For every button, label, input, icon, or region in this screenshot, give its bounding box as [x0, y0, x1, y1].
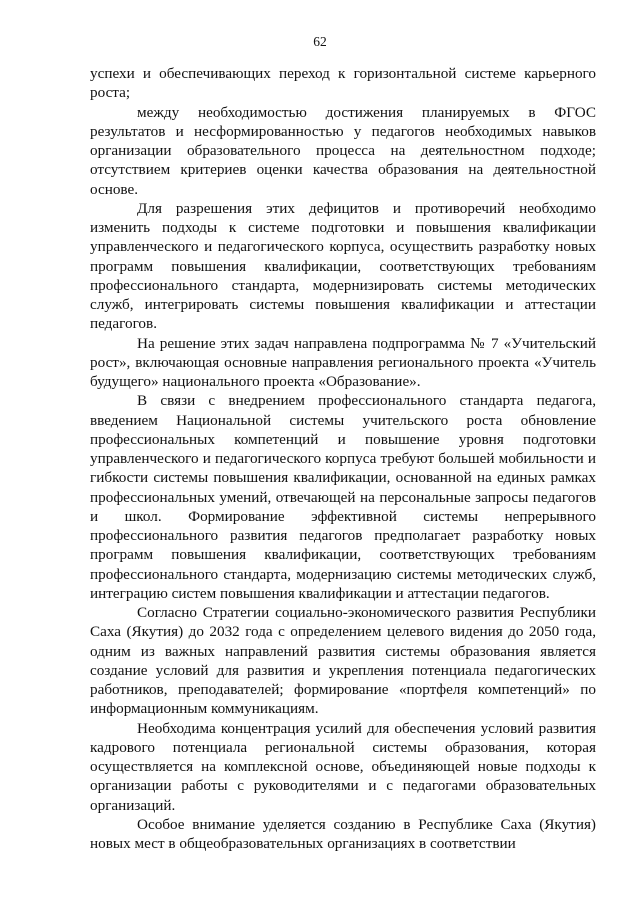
paragraph-development-strategy: Согласно Стратегии социально-экономического развития Республики Саха (Якутия) до 2032 года с определением целевого видения до 2050 года, одним из важных направлений развития системы образования является создание условий для развития и укрепления потенциала педагогических работников, преподавателей; формирование «портфеля компетенций» по информационным коммуникациям.	[90, 604, 596, 718]
paragraph-resolution-approach: Для разрешения этих дефицитов и противоречий необходимо изменить подходы к системе подготовки и повышения квалификации управленческого и педагогического корпуса, осуществить разработку новых программ повышения квалификации, соответствующих требованиям профессионального стандарта, модернизировать системы методических служб, интегрировать системы повышения квалификации и аттестации педагогов.	[90, 199, 596, 333]
page-number: 62	[313, 34, 327, 49]
paragraph-continuation: успехи и обеспечивающих переход к горизонтальной системе карьерного роста;	[90, 65, 596, 102]
paragraph-staff-potential: Необходима концентрация усилий для обеспечения условий развития кадрового потенциала региональной системы образования, которая осуществляется на комплексной основе, объединяющей новые подходы к организации работы с руководителями и с педагогами образовательных организаций.	[90, 719, 596, 814]
page-body	[90, 64, 596, 853]
paragraph-new-school-places: Особое внимание уделяется созданию в Республике Саха (Якутия) новых мест в общеобразовательных организациях в соответствии	[90, 815, 596, 852]
paragraph-professional-standard: В связи с внедрением профессионального стандарта педагога, введением Национальной системы учительского роста обновление профессиональных компетенций и повышение уровня подготовки управленческого и педагогического корпуса требуют большей мобильности и гибкости системы повышения квалификации, основанной на единых рамках профессиональных умений, отвечающей на персональные запросы педагогов и школ. Формирование эффективной системы непрерывного профессионального развития педагогов предполагает разработку новых программ повышения квалификации, соответствующих требованиям профессионального стандарта, модернизацию системы методических служб, интеграцию систем повышения квалификации и аттестации педагогов.	[90, 392, 596, 602]
paragraph-subprogram-7: На решение этих задач направлена подпрограмма № 7 «Учительский рост», включающая основные направления регионального проекта «Учитель будущего» национального проекта «Образование».	[90, 334, 596, 390]
paragraph-fgos-contradiction: между необходимостью достижения планируемых в ФГОС результатов и несформированностью у педагогов необходимых навыков организации образовательного процесса на деятельностном подходе; отсутствием критериев оценки качества образования на деятельностной основе.	[90, 103, 596, 198]
